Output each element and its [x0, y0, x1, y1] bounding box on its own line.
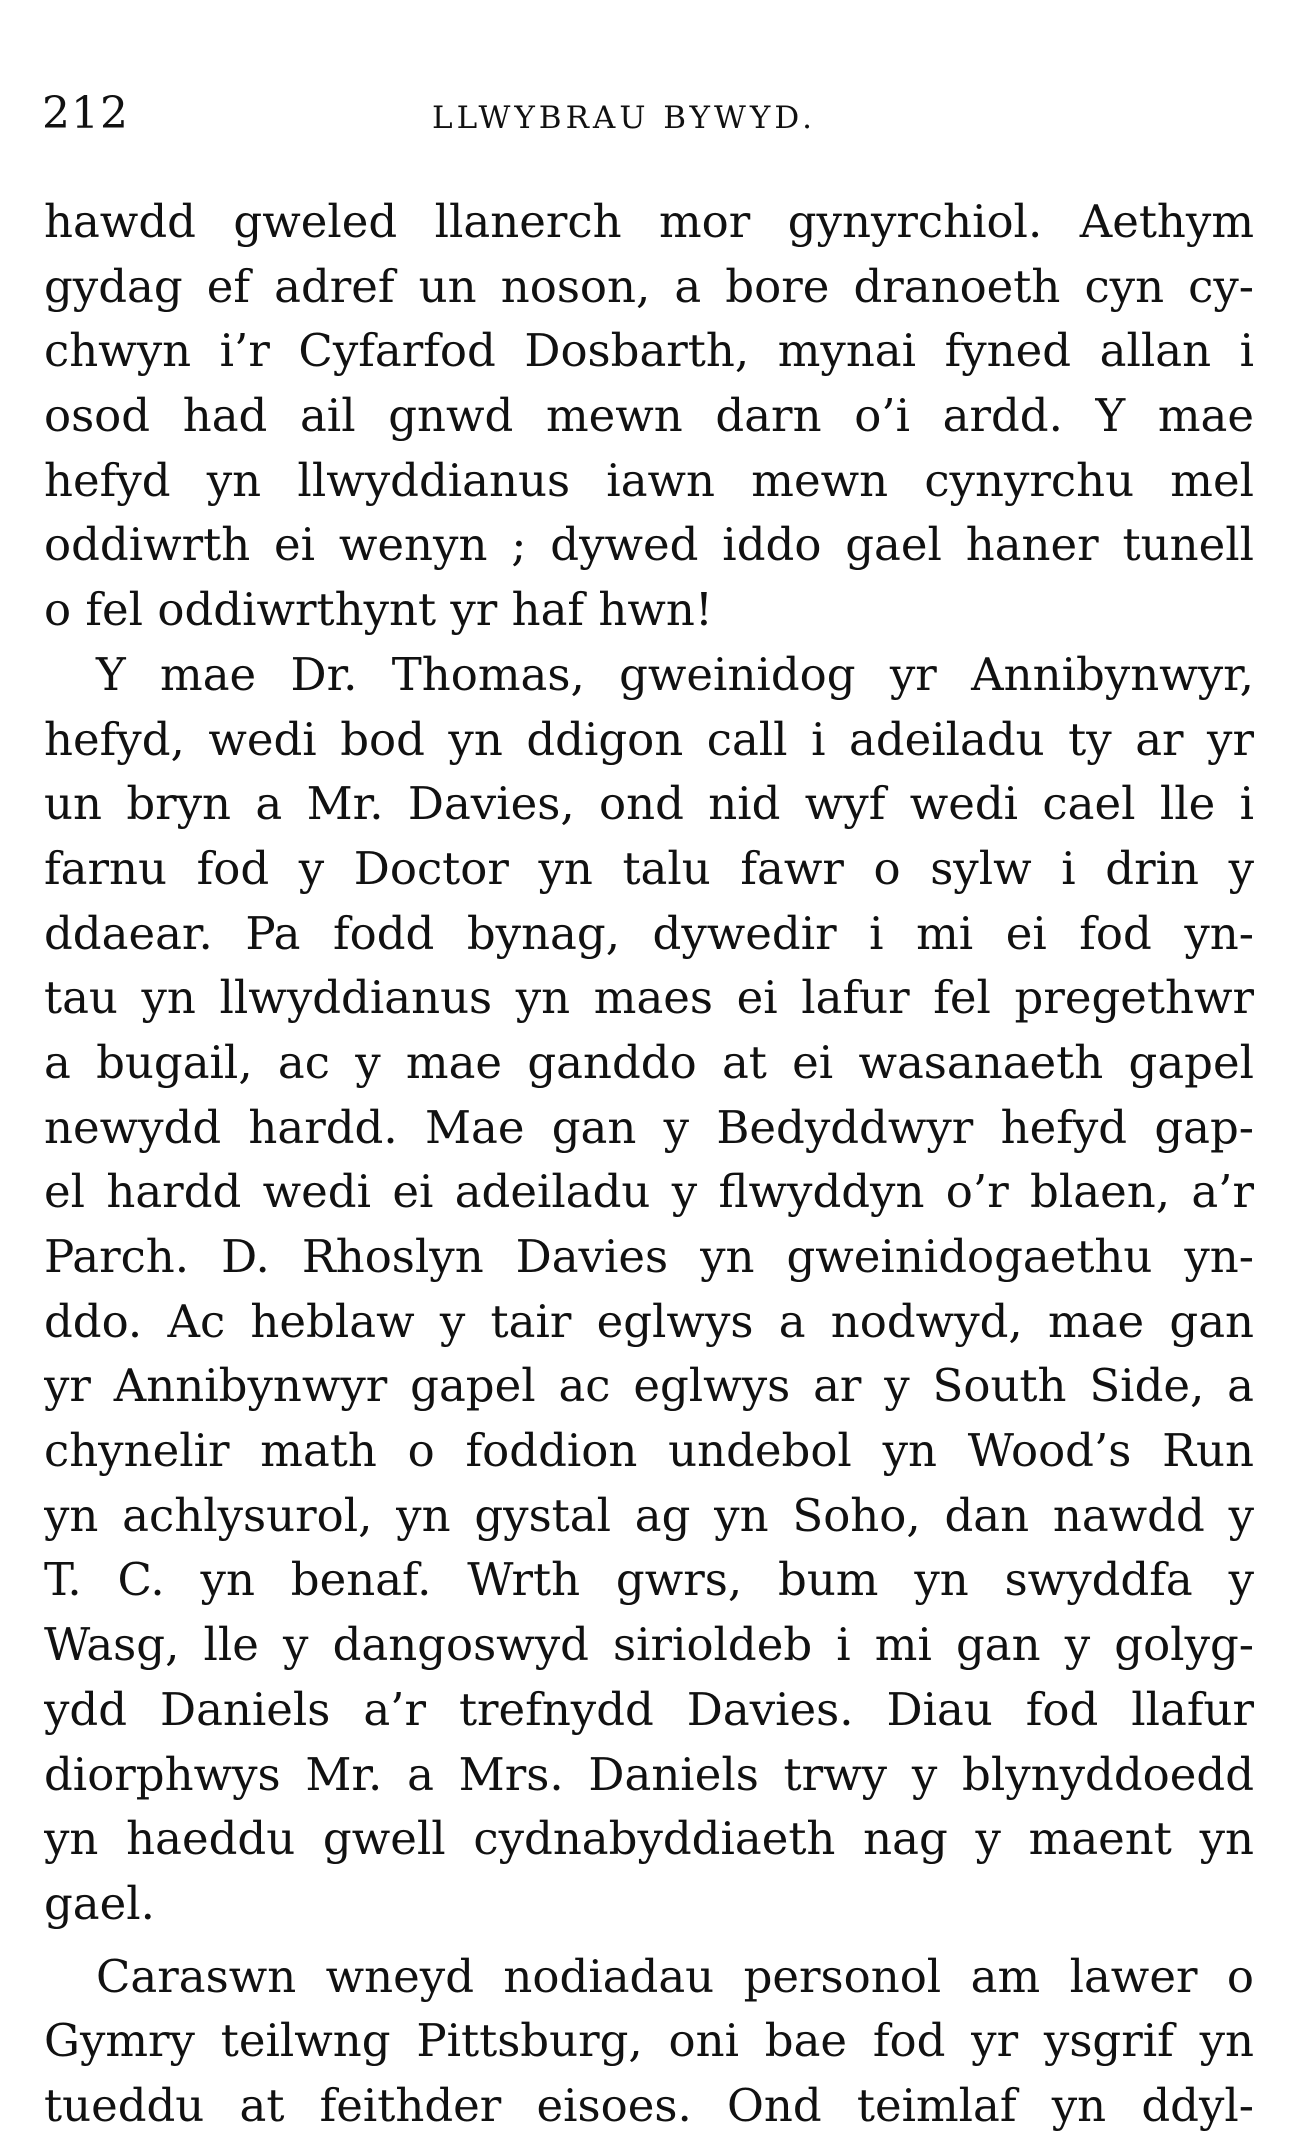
text-line-remainder: Wasg, lle y dangoswyd sirioldeb i mi gan y golyg- [44, 1618, 1254, 1672]
text-line: tueddu at feithder eisoes. Ond teimlaf yn ddyl- [44, 2078, 1254, 2132]
text-line: ddaear. Pa fodd bynag, dywedir i mi ei fod yn- [44, 906, 1254, 960]
text-line: T. C. yn benaf. Wrth gwrs, bum yn swyddfa y [44, 1553, 1254, 1607]
text-line: un bryn a Mr. Davies, ond nid wyf wedi cael lle i [44, 777, 1254, 831]
text-line: chynelir math o foddion undebol yn Wood’s Run [44, 1424, 1254, 1478]
text-line: hawdd gweled llanerch mor gynyrchiol. Aethym [44, 195, 1254, 248]
text-line: Caraswn wneyd nodiadau personol am lawer o [96, 1949, 1254, 2003]
text-line [44, 1613, 1254, 1678]
text-line: gydag ef adref un noson, a bore dranoeth cyn cy- [44, 259, 1254, 313]
text-line: osod had ail gnwd mewn darn o’i ardd. Y mae [44, 389, 1254, 443]
text-line: Y mae Dr. Thomas, gweinidog yr Annibynwyr, [96, 647, 1254, 701]
running-title: LLWYBRAU BYWYD. [432, 100, 816, 136]
text-line: Parch. D. Rhoslyn Davies yn gweinidogaethu yn- [44, 1230, 1254, 1283]
page-header [42, 88, 1252, 148]
text-line: newydd hardd. Mae gan y Bedyddwyr hefyd gap- [44, 1100, 1254, 1154]
text-line: ydd Daniels a’r trefnydd Davies. Diau fod llafur [44, 1682, 1254, 1736]
text-line: gael. [44, 1876, 155, 1930]
text-line: diorphwys Mr. a Mrs. Daniels trwy y blynyddoedd [44, 1747, 1254, 1801]
text-line: hefyd yn llwyddianus iawn mewn cynyrchu mel [44, 453, 1254, 507]
text-line: a bugail, ac y mae ganddo at ei wasanaeth gapel [44, 1035, 1254, 1089]
page-number: 212 [42, 88, 129, 139]
body-text [44, 190, 1254, 2139]
text-line: yr Annibynwyr gapel ac eglwys ar y South Side, a [44, 1359, 1254, 1413]
text-line: ddo. Ac heblaw y tair eglwys a nodwyd, mae gan [44, 1294, 1254, 1348]
text-line: hefyd, wedi bod yn ddigon call i adeiladu ty ar yr [44, 712, 1254, 766]
text-line: oddiwrth ei wenyn ; dywed iddo gael haner tunell [44, 518, 1254, 572]
text-line: tau yn llwyddianus yn maes ei lafur fel pregethwr [44, 971, 1254, 1025]
text-line: yn haeddu gwell cydnabyddiaeth nag y maent yn [44, 1812, 1254, 1866]
text-line: chwyn i’r Cyfarfod Dosbarth, mynai fyned allan i [44, 324, 1254, 378]
text-line: el hardd wedi ei adeiladu y flwyddyn o’r blaen, a’r [44, 1165, 1254, 1219]
text-line: Gymry teilwng Pittsburg, oni bae fod yr ysgrif yn [44, 2014, 1254, 2068]
text-line: farnu fod y Doctor yn talu fawr o sylw i drin y [44, 841, 1254, 895]
text-line: o fel oddiwrthynt yr haf hwn! [44, 583, 713, 637]
text-line: yn achlysurol, yn gystal ag yn Soho, dan nawdd y [44, 1488, 1254, 1542]
